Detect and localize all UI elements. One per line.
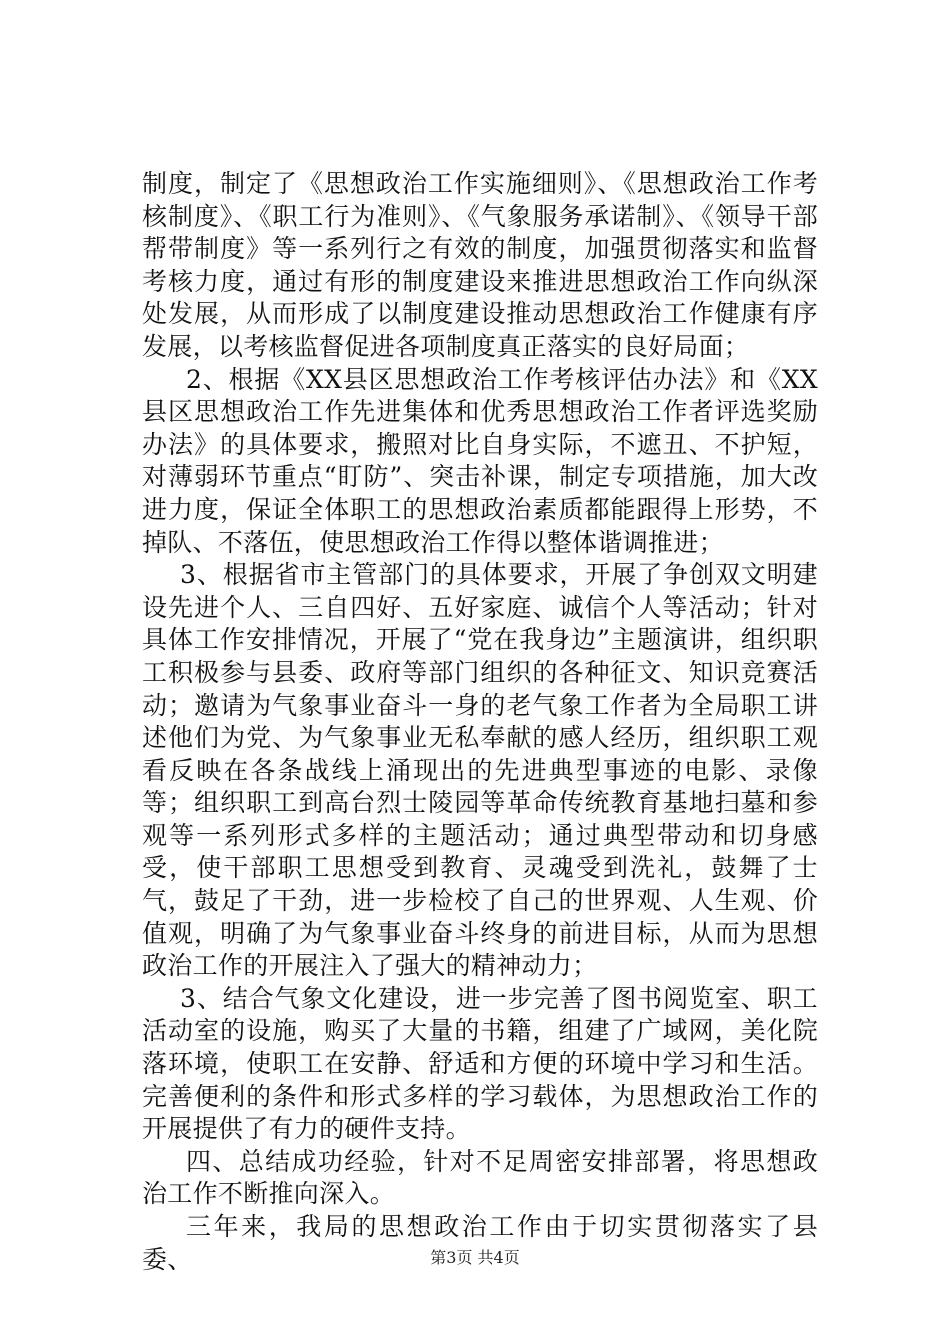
section-heading-four: 四、总结成功经验，针对不足周密安排部署，将思想政治工作不断推向深入。 — [142, 1146, 818, 1209]
paragraph-item-3-activities: 3、根据省市主管部门的具体要求，开展了争创双文明建设先进个人、三自四好、五好家庭、诚信个人等活动；针对具体工作安排情况，开展了“党在我身边”主题演讲，组织职工积极参与县委、政府等部门组织的各种征文、知识竞赛活动；邀请为气象事业奋斗一身的老气象工作者为全局职工讲述他们为党、为气象事业无私奉献的感人经历，组织职工观看反映在各条战线上涌现出的先进典型事迹的电影、录像等；组织职工到高台烈士陵园等革命传统教育基地扫墓和参观等一系列形式多样的主题活动；通过典型带动和切身感受，使干部职工思想受到教育、灵魂受到洗礼，鼓舞了士气，鼓足了干劲，进一步检校了自己的世界观、人生观、价值观，明确了为气象事业奋斗终身的前进目标，从而为思想政治工作的开展注入了强大的精神动力； — [142, 560, 818, 981]
document-body — [142, 168, 818, 1276]
paragraph-item-3-culture: 3、结合气象文化建设，进一步完善了图书阅览室、职工活动室的设施，购买了大量的书籍，组建了广域网，美化院落环境，使职工在安静、舒适和方便的环境中学习和生活。完善便利的条件和形式多样的学习载体，为思想政治工作的开展提供了有力的硬件支持。 — [142, 983, 818, 1144]
paragraph-item-2: 2、根据《XX县区思想政治工作考核评估办法》和《XX县区思想政治工作先进集体和优秀思想政治工作者评选奖励办法》的具体要求，搬照对比自身实际，不遮丑、不护短，对薄弱环节重点“盯防”、突击补课，制定专项措施，加大改进力度，保证全体职工的思想政治素质都能跟得上形势，不掉队、不落伍，使思想政治工作得以整体谐调推进； — [142, 364, 818, 557]
paragraph-summary-start: 三年来，我局的思想政治工作由于切实贯彻落实了县委、 — [142, 1212, 818, 1274]
paragraph-system-measures: 制度，制定了《思想政治工作实施细则》、《思想政治工作考核制度》、《职工行为准则》、《气象服务承诺制》、《领导干部帮带制度》等一系列行之有效的制度，加强贯彻落实和监督考核力度，通过有形的制度建设来推进思想政治工作向纵深处发展，从而形成了以制度建设推动思想政治工作健康有序发展，以考核监督促进各项制度真正落实的良好局面； — [142, 169, 818, 361]
page-footer: 第3页 共4页 — [430, 1248, 520, 1267]
